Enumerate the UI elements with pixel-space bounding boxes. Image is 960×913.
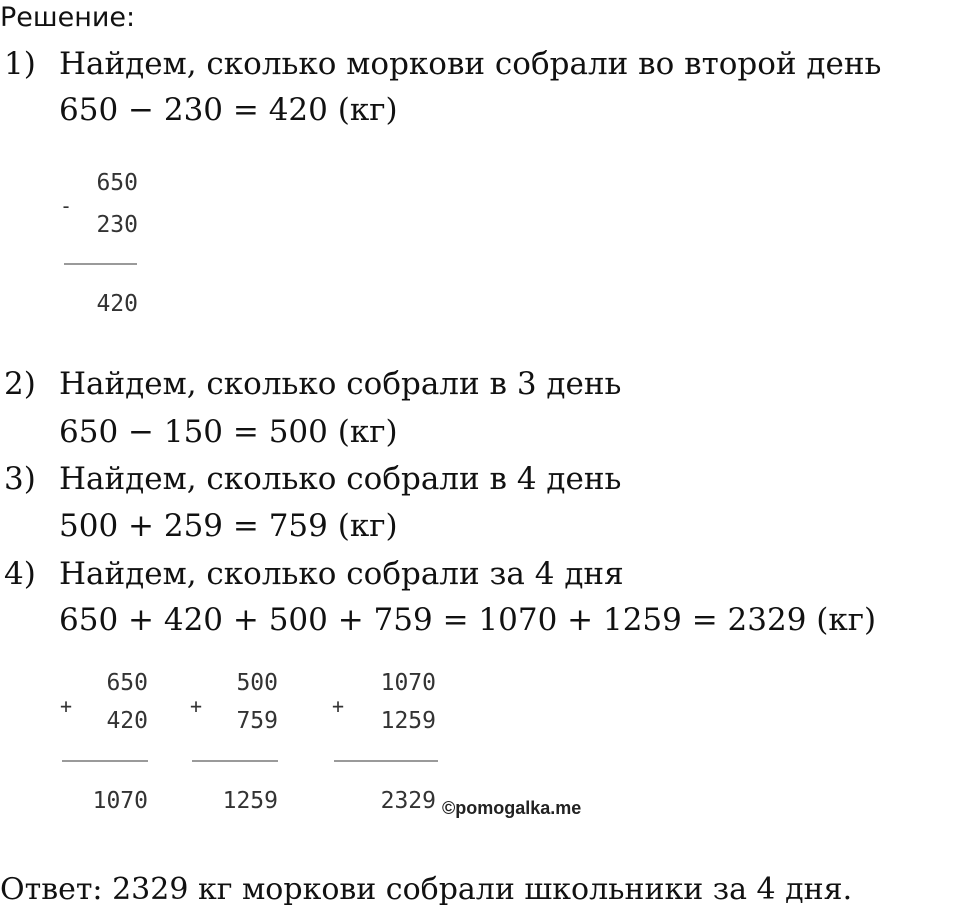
step-3-number: 3) [4,461,36,497]
sum: 1259 [222,788,278,814]
answer-text: Ответ: 2329 кг моркови собрали школьники за 4 дня. [0,872,853,907]
watermark: ©pomogalka.me [442,798,582,818]
step-1-heading [4,46,881,82]
difference: 420 [96,291,138,317]
minus-sign: - [60,194,73,218]
step-2-text: Найдем, сколько собрали в 3 день [59,366,622,402]
addend-top: 1070 [380,670,436,696]
step-3-heading [4,461,621,497]
column-calc-4 [332,670,440,820]
step-3-text: Найдем, сколько собрали в 4 день [59,461,622,497]
result-line [64,263,137,265]
plus-sign: + [60,694,73,718]
step-2-number: 2) [4,366,36,402]
step-4-number: 4) [4,556,36,592]
addend-top: 650 [106,670,148,696]
plus-sign: + [332,694,345,718]
addend-top: 500 [236,670,278,696]
result-line [334,760,438,762]
step-3-expression: 500 + 259 = 759 (кг) [59,508,398,544]
result-line [192,760,278,762]
step-2-heading [4,366,621,402]
addend-bottom: 1259 [380,708,436,734]
column-calc-3 [190,670,282,820]
sum: 1070 [92,788,148,814]
column-calc-1 [60,170,140,320]
step-1-text: Найдем, сколько моркови собрали во второй день [59,46,882,82]
subtrahend: 230 [96,212,138,238]
addend-bottom: 759 [236,708,278,734]
minuend: 650 [96,170,138,196]
plus-sign: + [190,694,203,718]
sum: 2329 [380,788,436,814]
result-line [62,760,148,762]
column-calc-2 [60,670,152,820]
solution-title: Решение: [0,2,136,33]
step-4-heading [4,556,624,592]
step-1-expression: 650 − 230 = 420 (кг) [59,92,398,128]
addend-bottom: 420 [106,708,148,734]
step-4-expression: 650 + 420 + 500 + 759 = 1070 + 1259 = 2329 (кг) [59,602,877,638]
step-1-number: 1) [4,46,36,82]
step-2-expression: 650 − 150 = 500 (кг) [59,414,398,450]
step-4-text: Найдем, сколько собрали за 4 дня [59,556,624,592]
